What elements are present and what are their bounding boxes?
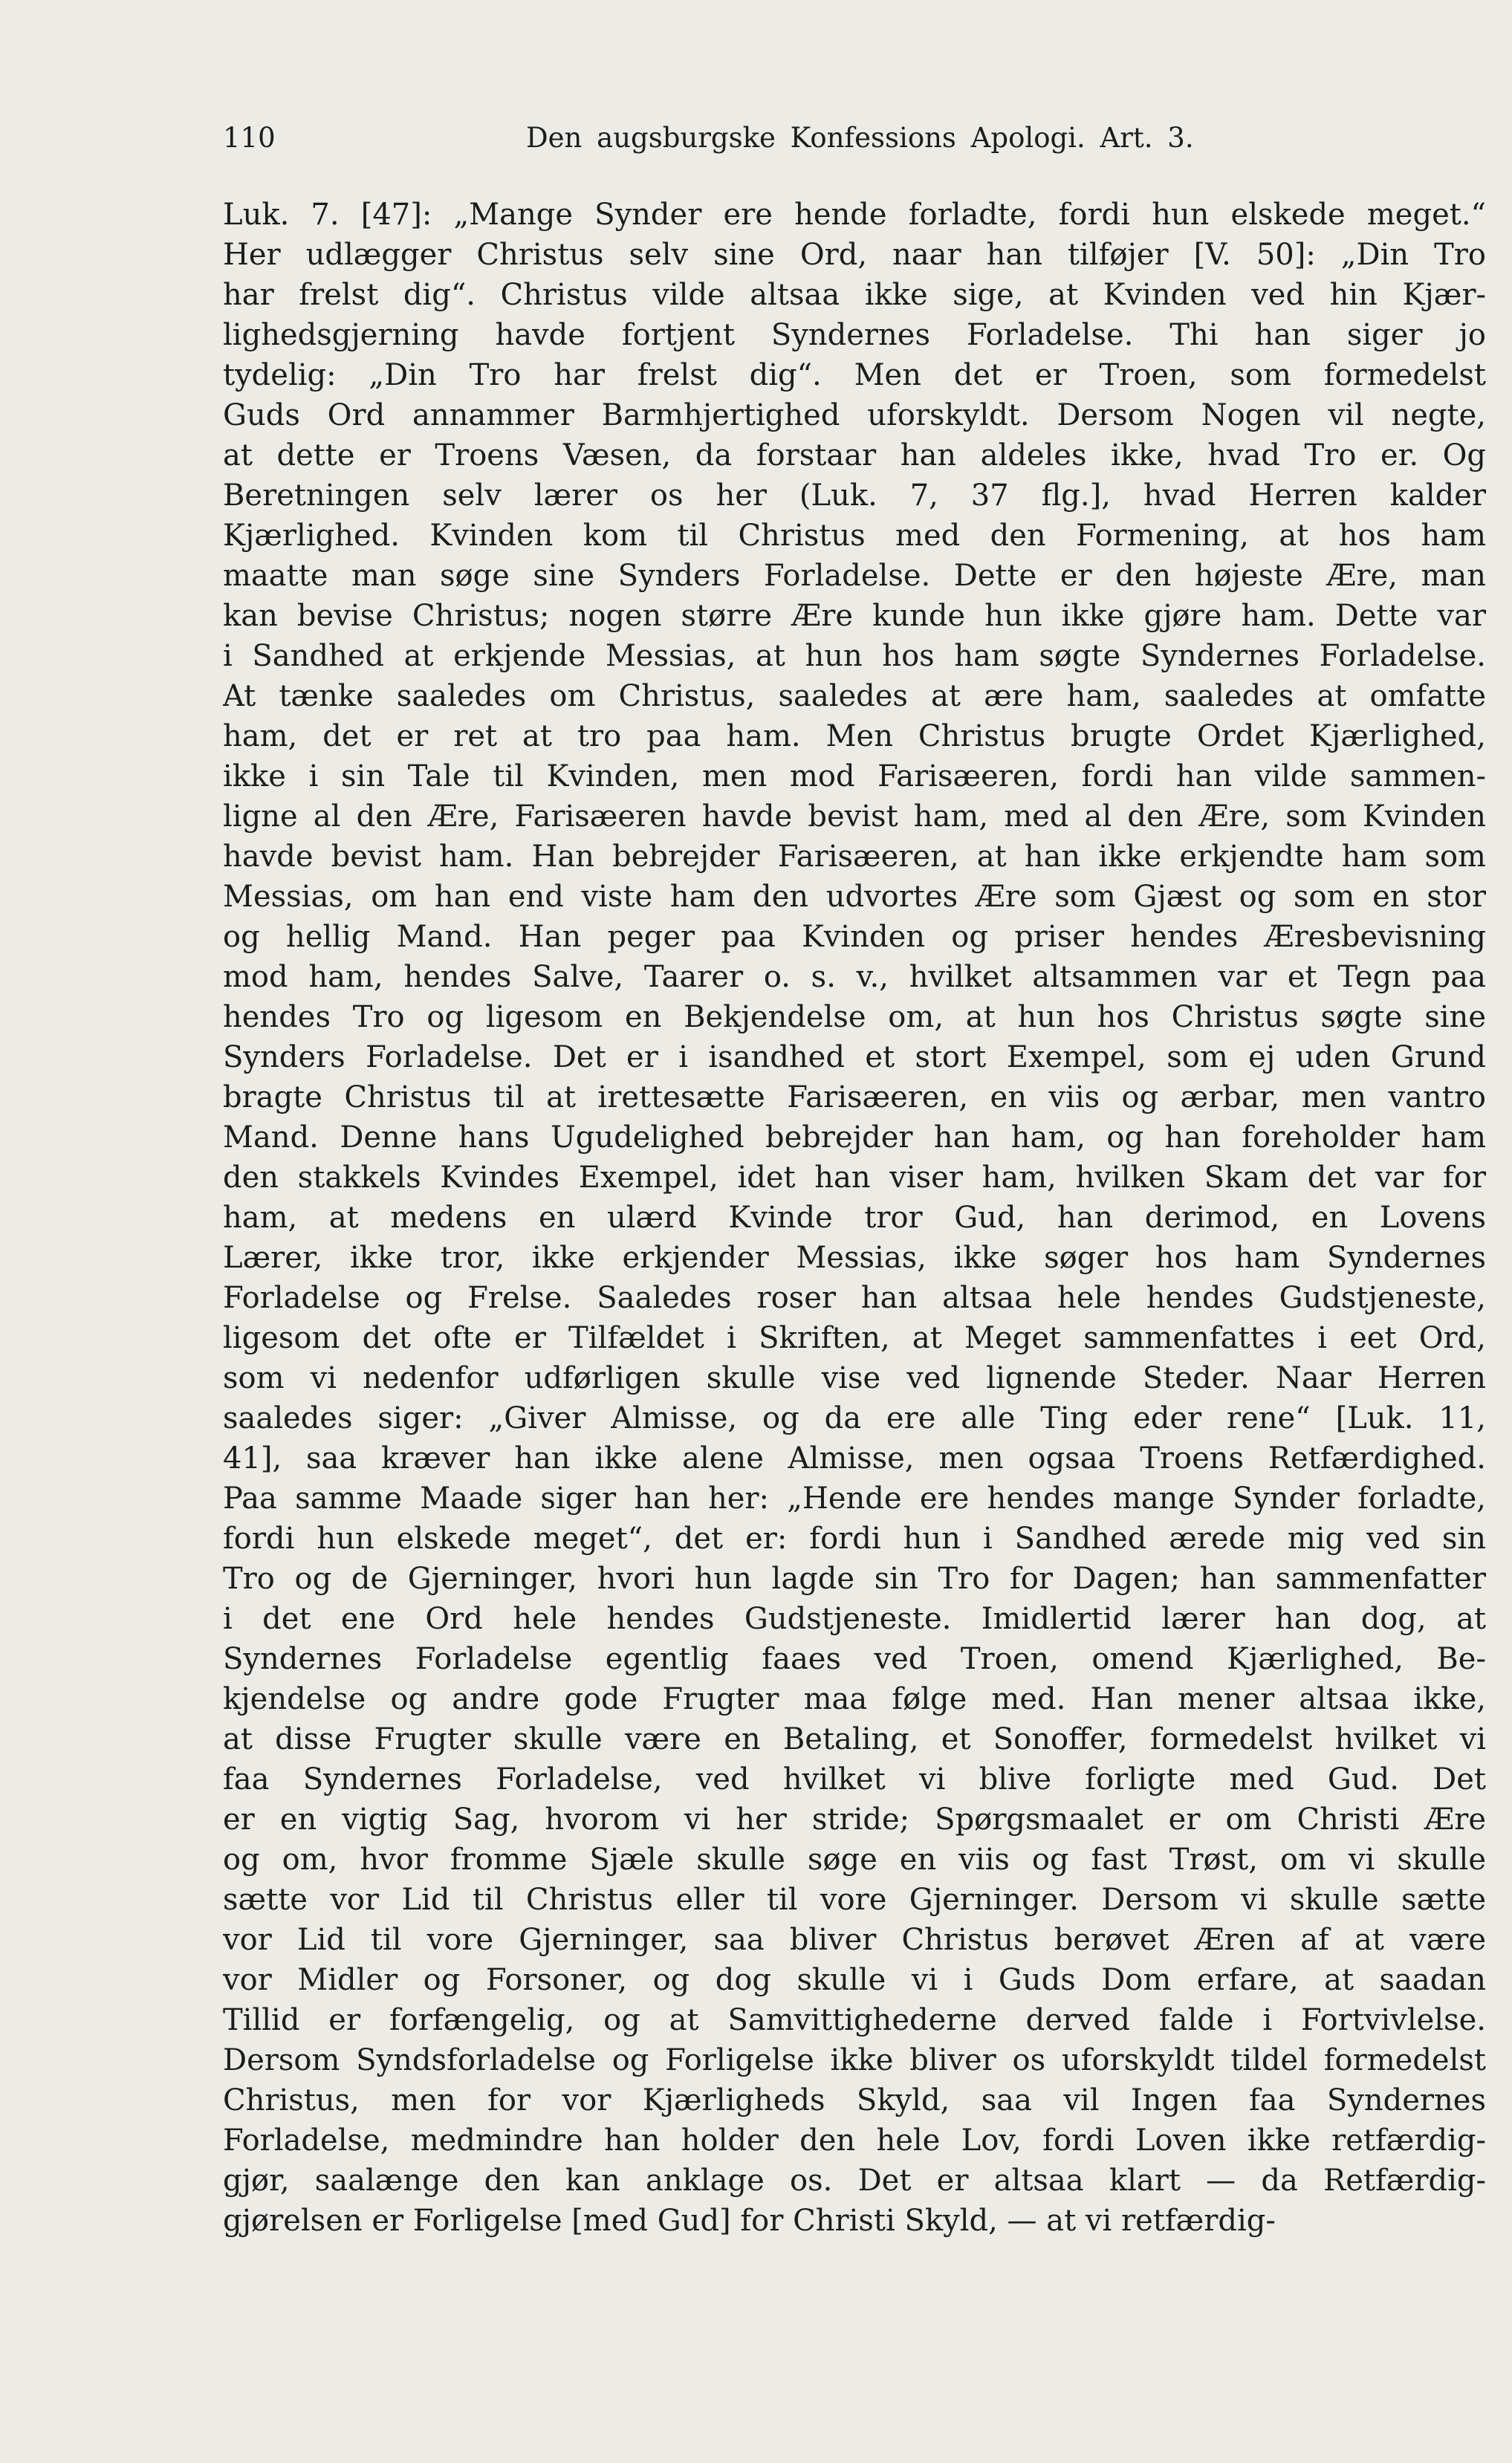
text-line: Kjærlighed. Kvinden kom til Christus med den Formening, at hos ham <box>223 519 1486 553</box>
text-line: gjør, saalænge den kan anklage os. Det er altsaa klart — da Retfærdig- <box>223 2164 1486 2198</box>
text-line: kan bevise Christus; nogen større Ære kunde hun ikke gjøre ham. Dette var <box>223 599 1486 633</box>
running-head <box>223 116 1501 160</box>
text-line: og hellig Mand. Han peger paa Kvinden og priser hendes Æresbevisning <box>223 920 1486 954</box>
text-line: Synders Forladelse. Det er i isandhed et stort Exempel, som ej uden Grund <box>223 1040 1486 1074</box>
text-line: at dette er Troens Væsen, da forstaar han aldeles ikke, hvad Tro er. Og <box>223 438 1486 473</box>
body-text <box>223 195 1486 2241</box>
text-line: mod ham, hendes Salve, Taarer o. s. v., hvilket altsammen var et Tegn paa <box>223 960 1486 994</box>
text-line: faa Syndernes Forladelse, ved hvilket vi blive forligte med Gud. Det <box>223 1762 1486 1797</box>
text-line: Guds Ord annammer Barmhjertighed uforskyldt. Dersom Nogen vil negte, <box>223 398 1486 432</box>
text-line: Dersom Syndsforladelse og Forligelse ikke bliver os uforskyldt tildel formedelst <box>223 2043 1486 2077</box>
text-line: den stakkels Kvindes Exempel, idet han viser ham, hvilken Skam det var for <box>223 1161 1486 1195</box>
text-line: 41], saa kræver han ikke alene Almisse, men ogsaa Troens Retfærdighed. <box>223 1441 1486 1476</box>
text-line: ligesom det ofte er Tilfældet i Skriften, at Meget sammenfattes i eet Ord, <box>223 1321 1486 1355</box>
text-line: vor Lid til vore Gjerninger, saa bliver Christus berøvet Æren af at være <box>223 1923 1486 1957</box>
text-line: Her udlægger Christus selv sine Ord, naar han tilføjer [V. 50]: „Din Tro <box>223 238 1486 272</box>
text-line: vor Midler og Forsoner, og dog skulle vi i Guds Dom erfare, at saadan <box>223 1963 1486 1997</box>
text-line: gjørelsen er Forligelse [med Gud] for Christi Skyld, — at vi retfærdig- <box>223 2204 1276 2238</box>
text-line: at disse Frugter skulle være en Betaling, et Sonoffer, formedelst hvilket vi <box>223 1722 1486 1756</box>
text-line: maatte man søge sine Synders Forladelse. Dette er den højeste Ære, man <box>223 559 1486 593</box>
text-line: Christus, men for vor Kjærligheds Skyld, saa vil Ingen faa Syndernes <box>223 2083 1486 2118</box>
text-line: At tænke saaledes om Christus, saaledes at ære ham, saaledes at omfatte <box>223 679 1486 713</box>
text-line: Paa samme Maade siger han her: „Hende ere hendes mange Synder forladte, <box>223 1482 1486 1516</box>
text-line: Syndernes Forladelse egentlig faaes ved Troen, omend Kjærlighed, Be- <box>223 1642 1486 1676</box>
text-line: tydelig: „Din Tro har frelst dig“. Men det er Troen, som formedelst <box>223 358 1486 392</box>
running-head-title: Den augsburgske Konfessions Apologi. Art. 3. <box>526 122 1194 154</box>
text-line: i det ene Ord hele hendes Gudstjeneste. Imidlertid lærer han dog, at <box>223 1602 1486 1636</box>
text-line: Forladelse og Frelse. Saaledes roser han altsaa hele hendes Gudstjeneste, <box>223 1281 1486 1315</box>
text-line: bragte Christus til at irettesætte Farisæeren, en viis og ærbar, men vantro <box>223 1080 1486 1114</box>
text-line: Forladelse, medmindre han holder den hele Lov, fordi Loven ikke retfærdig- <box>223 2123 1486 2158</box>
text-line: Messias, om han end viste ham den udvortes Ære som Gjæst og som en stor <box>223 880 1486 914</box>
text-line: havde bevist ham. Han bebrejder Farisæeren, at han ikke erkjendte ham som <box>223 840 1486 874</box>
text-line: lighedsgjerning havde fortjent Syndernes Forladelse. Thi han siger jo <box>223 318 1486 352</box>
text-line: ikke i sin Tale til Kvinden, men mod Farisæeren, fordi han vilde sammen- <box>223 759 1486 794</box>
text-line: har frelst dig“. Christus vilde altsaa ikke sige, at Kvinden ved hin Kjær- <box>223 278 1486 312</box>
page-number: 110 <box>223 122 276 154</box>
text-line: Mand. Denne hans Ugudelighed bebrejder han ham, og han foreholder ham <box>223 1120 1486 1155</box>
text-line: kjendelse og andre gode Frugter maa følge med. Han mener altsaa ikke, <box>223 1682 1486 1716</box>
text-line: er en vigtig Sag, hvorom vi her stride; Spørgsmaalet er om Christi Ære <box>223 1802 1486 1837</box>
text-line: sætte vor Lid til Christus eller til vore Gjerninger. Dersom vi skulle sætte <box>223 1883 1486 1917</box>
text-line: som vi nedenfor udførligen skulle vise ved lignende Steder. Naar Herren <box>223 1361 1486 1395</box>
text-line: i Sandhed at erkjende Messias, at hun hos ham søgte Syndernes Forladelse. <box>223 639 1486 673</box>
text-line: Beretningen selv lærer os her (Luk. 7, 37 flg.], hvad Herren kalder <box>223 478 1486 513</box>
text-line: og om, hvor fromme Sjæle skulle søge en viis og fast Trøst, om vi skulle <box>223 1843 1486 1877</box>
text-line: ligne al den Ære, Farisæeren havde bevist ham, med al den Ære, som Kvinden <box>223 799 1486 834</box>
text-line: Luk. 7. [47]: „Mange Synder ere hende forladte, fordi hun elskede meget.“ <box>223 198 1486 232</box>
text-line: saaledes siger: „Giver Almisse, og da ere alle Ting eder rene“ [Luk. 11, <box>223 1401 1486 1435</box>
text-line: hendes Tro og ligesom en Bekjendelse om, at hun hos Christus søgte sine <box>223 1000 1486 1034</box>
text-line: ham, det er ret at tro paa ham. Men Christus brugte Ordet Kjærlighed, <box>223 719 1486 753</box>
text-line: Lærer, ikke tror, ikke erkjender Messias, ikke søger hos ham Syndernes <box>223 1241 1486 1275</box>
text-line: Tro og de Gjerninger, hvori hun lagde sin Tro for Dagen; han sammenfatter <box>223 1562 1486 1596</box>
text-line: fordi hun elskede meget“, det er: fordi hun i Sandhed ærede mig ved sin <box>223 1522 1486 1556</box>
text-line: Tillid er forfængelig, og at Samvittighederne derved falde i Fortvivlelse. <box>223 2003 1486 2037</box>
text-line: ham, at medens en ulærd Kvinde tror Gud, han derimod, en Lovens <box>223 1201 1486 1235</box>
